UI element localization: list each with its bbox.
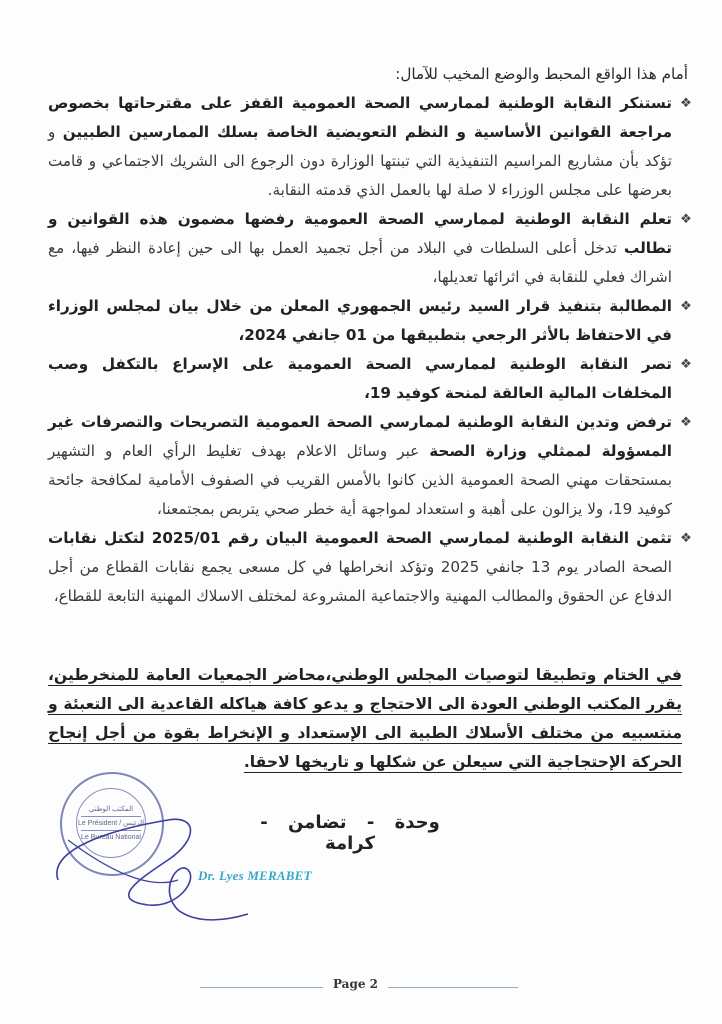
bullet-bold-text: ترفض وتدين النقابة الوطنية لممارسي الصحة العمومية التصريحات والتصرفات غير المسؤولة لممثلي وزارة الصحة [48,413,672,460]
bullet-item-6 [48,524,694,611]
stamp-line-3: Le Bureau National [81,833,141,841]
bullet-list [48,89,694,611]
bullet-normal-text: الصحة الصادر يوم 13 جانفي 2025 وتؤكد انخراطها في كل مسعى يجمع نقابات القطاع من أجل الدفاع عن الحقوق والمطالب المهنية والاجتماعية المشروعة لمختلف الاسلاك المهنية التابعة للقطاع، [48,558,672,605]
bullet-normal-text: و تؤكد بأن مشاريع المراسيم التنفيذية التي تبنتها الوزارة دون الرجوع الى الشريك الاجتماعي و قامت بعرضها على مجلس الوزراء لا صلة لها بالعمل الذي قدمته النقابة. [48,123,672,199]
diamond-bullet-icon: ❖ [680,212,692,227]
stamp-line-2: Le Président / الرئيس [77,819,145,827]
bullet-bold-text: تثمن النقابة الوطنية لممارسي الصحة العمومية البيان رقم 2025/01 لتكتل نقابات [48,529,672,547]
page-footer [0,977,722,997]
bullet-item-5 [48,408,694,524]
bullet-item-2 [48,205,694,292]
diamond-bullet-icon: ❖ [680,299,692,314]
page-number: Page 2 [332,977,379,991]
bullet-normal-text: تدخل أعلى السلطات في البلاد من أجل تجميد العمل بها الى حين إعادة النظر فيها، مع اشراك فعلي للنقابة في اثرائها تعديلها، [48,239,672,286]
footer-rule-right [388,987,518,988]
closing-paragraph: في الختام وتطبيقا لتوصيات المجلس الوطني،محاضر الجمعيات العامة للمنخرطين، يقرر المكتب الوطني العودة الى الاحتجاج و يدعو كافة هياكله القاعدية الى التعبئة و منتسبيه من مختلف الأسلاك الطبية الى الإستعداد و الإنخراط بقوة من أجل إنجاح الحركة الإحتجاجية التي سيعلن عن شكلها و تاريخها لاحقا. [48,665,682,771]
stamp-line-1: المكتب الوطني [88,805,134,813]
bullet-item-3 [48,292,694,350]
bullet-normal-text: عبر وسائل الاعلام بهدف تغليط الرأي العام و التشهير بمستحقات مهني الصحة العمومية الذين كانوا بالأمس القريب في الصفوف الأمامية لمكافحة جائحة كوفيد 19، ولا يزالون على أهبة و استعداد لمواجهة أية خطر صحي يتربص بمجتمعنا، [48,442,672,518]
footer-rule-left [200,987,323,988]
diamond-bullet-icon: ❖ [680,415,692,430]
bullet-bold-text: المطالبة بتنفيذ قرار السيد رئيس الجمهوري المعلن من خلال بيان لمجلس الوزراء في الاحتفاظ بالأثر الرجعي بتطبيقها من 01 جانفي 2024، [48,297,672,344]
bullet-bold-text: تصر النقابة الوطنية لممارسي الصحة العمومية على الإسراع بالتكفل وصب المخلفات المالية العالقة لمنحة كوفيد 19، [48,355,672,402]
bullet-bold-text: تستنكر النقابة الوطنية لممارسي الصحة العمومية القفز على مقترحاتها بخصوص مراجعة القوانين الأساسية و النظم التعويضية الخاصة بسلك الممارسين الطبيين [48,94,672,141]
diamond-bullet-icon: ❖ [680,357,692,372]
bullet-item-1 [48,89,694,205]
signer-name: Dr. Lyes MERABET [198,868,312,883]
bullet-bold-text: تعلم النقابة الوطنية لممارسي الصحة العمومية رفضها مضمون هذه القوانين و تطالب [48,210,672,257]
bullet-item-4 [48,350,694,408]
document-body [48,60,694,611]
motto: وحدة - تضامن - كرامة [260,812,440,854]
intro-paragraph: أمام هذا الواقع المحبط والوضع المخيب للآمال: [395,65,688,83]
diamond-bullet-icon: ❖ [680,96,692,111]
diamond-bullet-icon: ❖ [680,531,692,546]
